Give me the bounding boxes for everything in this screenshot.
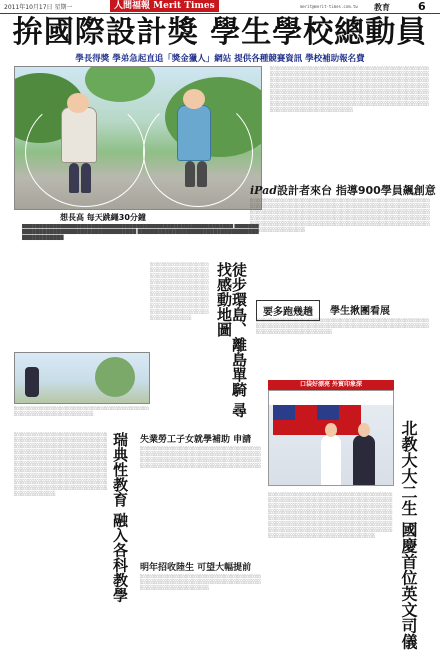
- right-column-text: ░░░░░░░░░░░░░░░░░░░░░░░░░░░░░░░░░░░░░░░░░░░░░░░░░░░░░░░░░░░░░░░░░░░░░░░░░░░░░░░░░░░░░░░░░░░░░░░░░░░░░░░░░░░░░░░░░░░░░░░░░░░░░░░░░░░░░░░░░░░░░░░░░░░░░░░░░░░░░░░░░░░░░░░░░░░░░░░░░░░░░░░░░░░░░░░░░░░░░░░░░░░░░░░░░░░░░░░░░░░░░░░░░░░░░░░░░░░░░░░░░░░░░░░░░░░░░░░░░░░░░░░░░░░░░░░░░░░░░░░░░░░░░░░░░░░░░░░░░░░░░░░░░░░░░░░░░░░░░░░░░░░░░░░░░░░░░░░░░░░░░░░░░░: [270, 66, 430, 113]
- masthead-en: Merit Times: [153, 1, 215, 11]
- body-text-block: █████████████████████████████████████████████████████████████ ████████████████████████████████████████ ███████████████████████████████████████████████: [22, 224, 259, 241]
- masthead: [110, 0, 219, 12]
- labor-headline: 失業勞工子女就學補助 申請: [140, 435, 252, 445]
- ipad-headline: [250, 182, 436, 198]
- ntpu-article-text: ░░░░░░░░░░░░░░░░░░░░░░░░░░░░░░░░░░░░░░░░░░░░░░░░░░░░░░░░░░░░░░░░░░░░░░░░░░░░░░░░░░░░░░░░░░░░░░░░░░░░░░░░░░░░░░░░░░░░░░░░░░░░░░░░░░░░░░░░░░░░░░░░░░░░░░░░░░░░░░░░░░░░░░░░░░░░░░░░░░░░░░░░░░░░░░░░░░░░░░░░░░░░░░░░░░░░░░░░░░░░░░░░░░░░░░░░░░░░░░░░░░░░░░░░░░░░░░░░░░░░░░░░░░░░░░░░░░░░░░░░░░░: [268, 492, 393, 539]
- mainland-students-headline: 明年招收陸生 可望大幅提前: [140, 563, 252, 573]
- walk-article-text: ░░░░░░░░░░░░░░░░░░░░░░░░░░░░░░░░░░░░░░░░░░░░░░░░░░░░░░░░░░░░░░░░░░░░░░░░░░░░░░░░░░░░░░░░░░░░░░░░░░░░░░░░░░░░░░░░░░░░░░░░░░░░░░░░░░░░░░░░░░░░░░░░░░░░░░░░░░░░░░░░░░░░░: [150, 262, 209, 321]
- labor-article-text: ░░░░░░░░░░░░░░░░░░░░░░░░░░░░░░░░░░░░░░░░░░░░░░░░░░░░░░░░░░░░░░░░░░░░░░░░░░░░░░░░░░░░░░░░░░░░░░░░░░░░░░░░░░░░░░░░░░░░░░░░░░░░░░░░░░░░░░░░░░░░: [140, 446, 262, 469]
- sweden-article-text: ░░░░░░░░░░░░░░░░░░░░░░░░░░░░░░░░░░░░░░░░░░░░░░░░░░░░░░░░░░░░░░░░░░░░░░░░░░░░░░░░░░░░░░░░░░░░░░░░░░░░░░░░░░░░░░░░░░░░░░░░░░░░░░░░░░░░░░░░░░░░░░░░░░░░░░░░░░░░░░░░░░░░░░░░░░░░░░░░░░░░░░░░░░░░░░░░░░░░░░░░░░░░░░░░░░░░░░░░░░░░░░░░░░░░░░░░░░░░░░░░░░░░░░░░░░░░░░░░░░░░░░░░░░░░░░░░░░░░░░░░░░: [14, 432, 108, 497]
- walker-photo: [14, 352, 150, 404]
- page-number: 6: [418, 0, 426, 13]
- main-headline: 拚國際設計獎 學生學校總動員: [12, 15, 428, 50]
- photo-caption: 想長高 每天跳繩30分鐘: [60, 213, 146, 222]
- ipad-article-text: ░░░░░░░░░░░░░░░░░░░░░░░░░░░░░░░░░░░░░░░░░░░░░░░░░░░░░░░░░░░░░░░░░░░░░░░░░░░░░░░░░░░░░░░░░░░░░░░░░░░░░░░░░░░░░░░░░░░░░░░░░░░░░░░░░░░░░░░░░░░░░░░░░░░░░░░░░░░░░░░░░░░░░░░░░░░░░░░░░░░░░░░░░░░░░░░░░░░░░░░░░░░░░░░░░░░░░░░░░░░░░░░░░░░░░░░░░░░░░░░░░░░░░░░░░░░░░░░░░░░░░░░░░░░░░░░░░░░░: [250, 198, 430, 233]
- ceremony-bar: 口袋好漂亮 外貿印象深: [268, 380, 394, 390]
- fun-article-text: ░░░░░░░░░░░░░░░░░░░░░░░░░░░░░░░░░░░░░░░░░░░░░░░░░░░░░░░░░░░░░░░░░░░░░░░░░░░░░░░░░░░░░░░░░░░░░░░░░░░░░░░░░░░░░░░░░░░░░░░░░░: [256, 318, 430, 335]
- issue-date: 2011年10月17日 星期一: [4, 4, 73, 11]
- walker-caption-text: ░░░░░░░░░░░░░░░░░░░░░░░░░░░░░░░░░░░░░░░░░░░░░░░░░░░░░░░░░░░░░░: [14, 406, 149, 417]
- fun-pill: 要多跑幾趟: [256, 300, 320, 321]
- ipad-headline-italic: iPad: [250, 184, 277, 197]
- ntpu-headline: 北教大大二生 國慶首位英文司儀: [399, 420, 418, 650]
- fun-headline-rest: 學生揪團看展: [330, 306, 390, 317]
- mainland-article-text: ░░░░░░░░░░░░░░░░░░░░░░░░░░░░░░░░░░░░░░░░░░░░░░░░░░░░░░░░░░░░░░░░░░░░░░░░░░░░░░░░░░░░░░░░░░: [140, 574, 262, 591]
- ceremony-photo: [268, 390, 394, 486]
- jump-rope-photo: [14, 66, 262, 210]
- section-name: 教育: [374, 2, 390, 12]
- walk-headline: 徒步環島、離島單騎 尋找感動地圖: [215, 262, 248, 418]
- subheadline: 學長得獎 學弟急起直追「獎金獵人」網站 提供各種競賽資訊 學校補助報名費: [75, 54, 365, 64]
- site-url: merit@merit-times.com.tw: [300, 4, 358, 9]
- ipad-headline-rest: 設計者來台 指導900學員飆創意: [276, 184, 436, 197]
- masthead-cn: 人間福報: [114, 1, 151, 11]
- sweden-headline: 瑞典性教育 融入各科教學: [111, 432, 129, 603]
